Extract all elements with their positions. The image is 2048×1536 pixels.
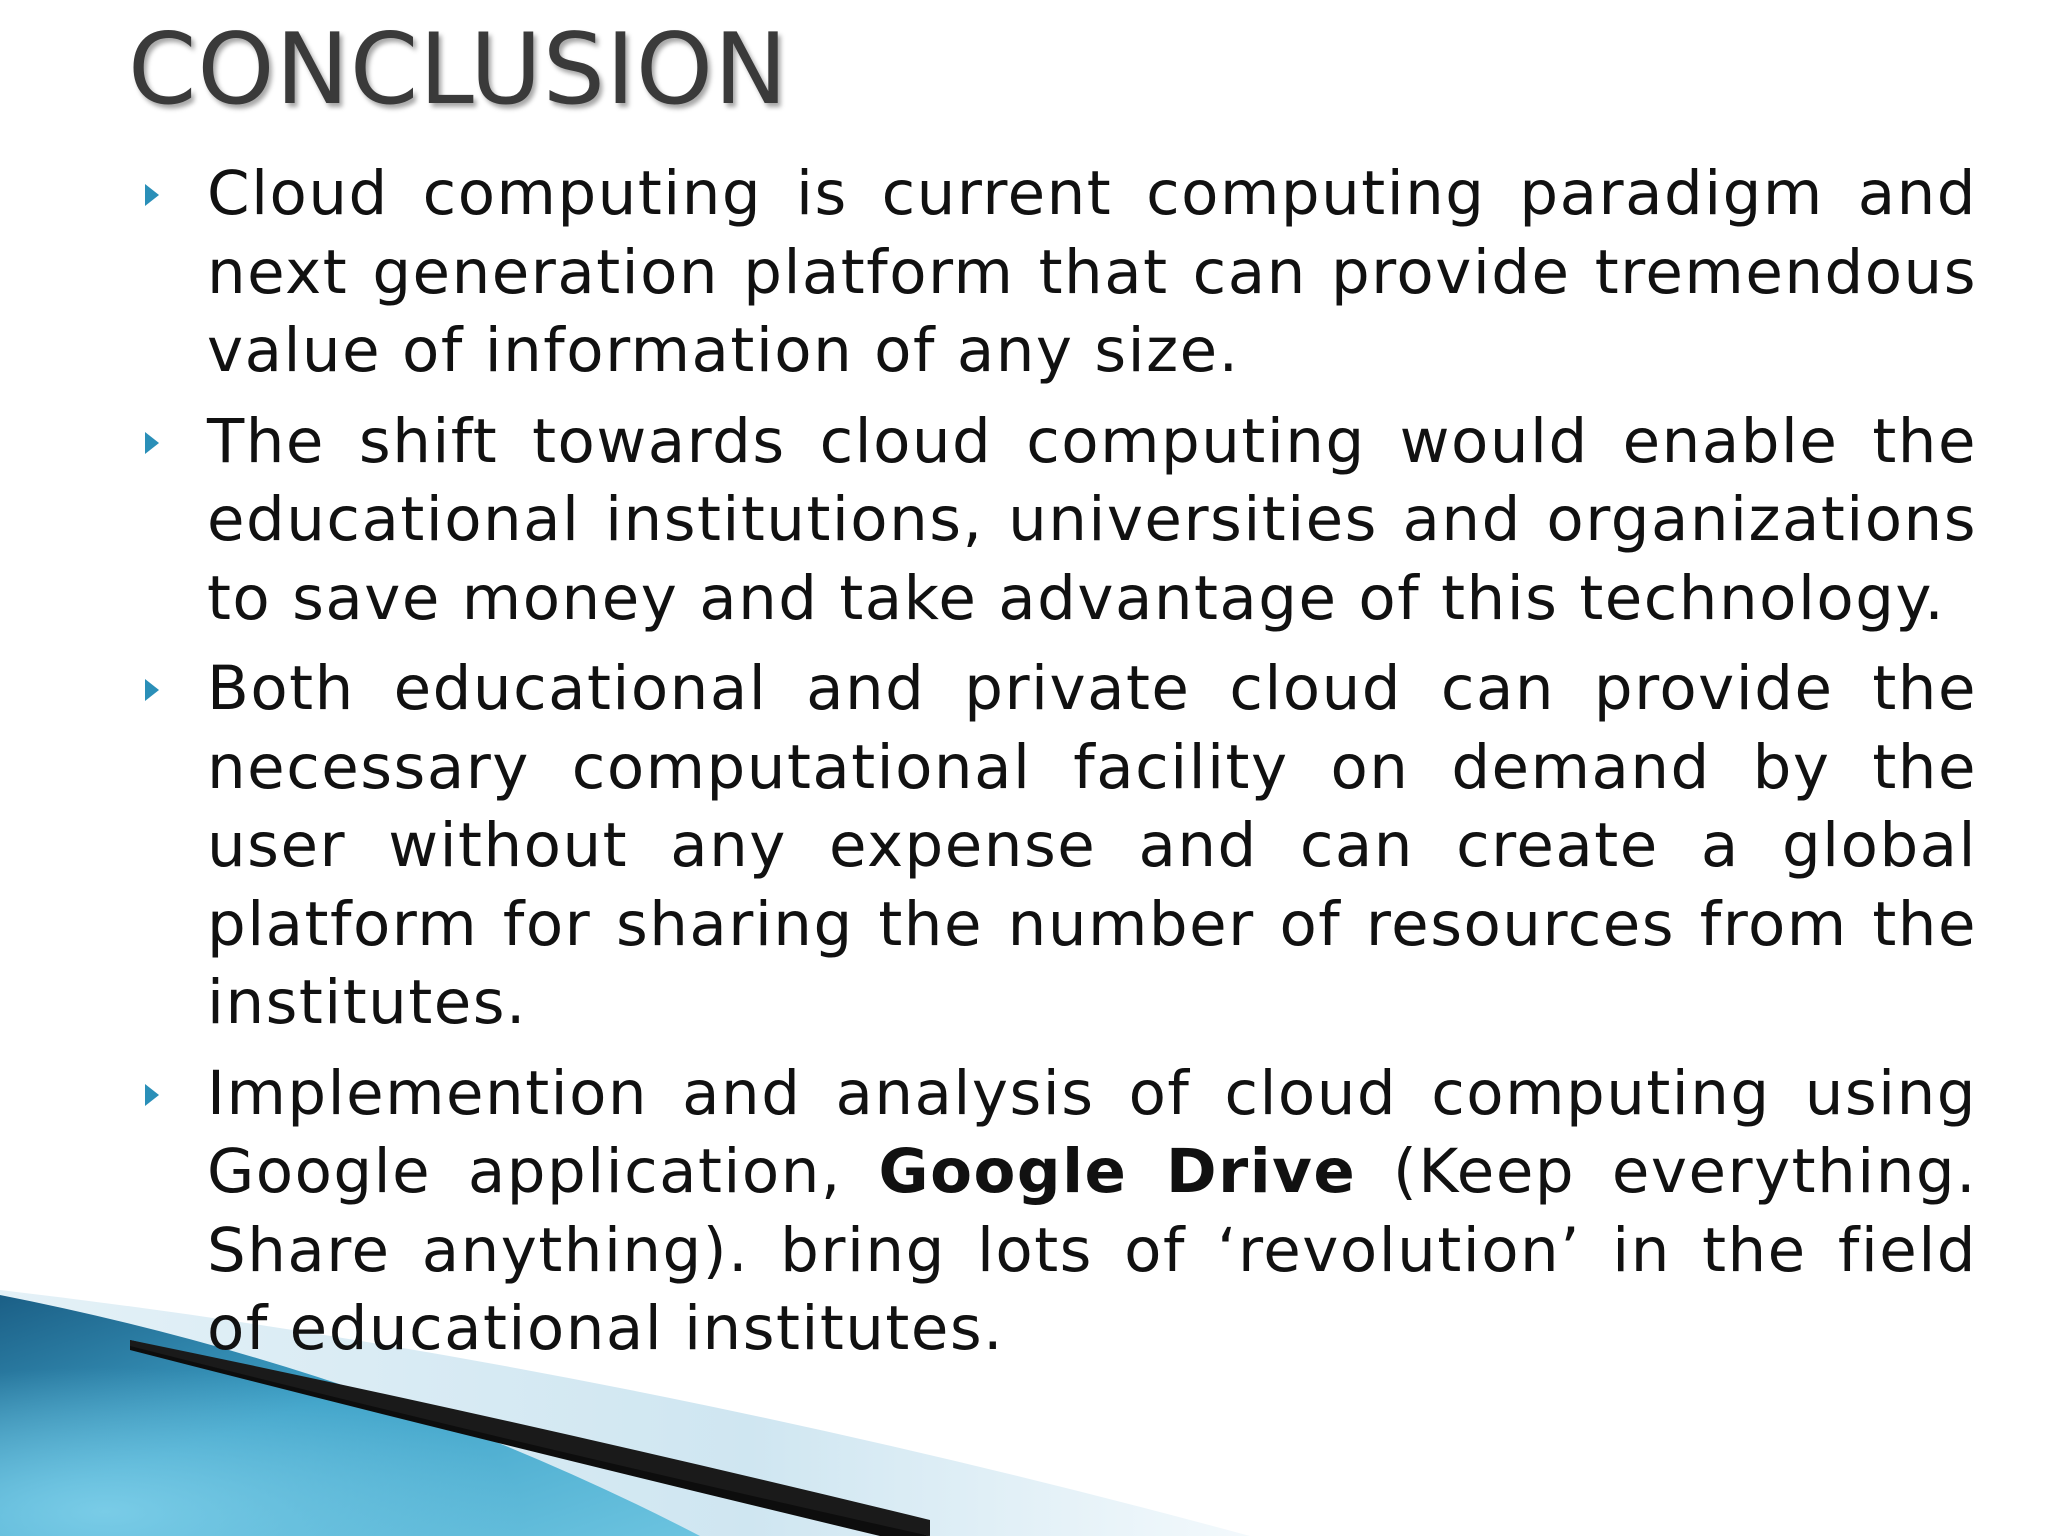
bullet-list [207, 155, 1977, 1381]
bullet-text: The shift towards cloud computing would enable the educational institutions, universities and organizations to save money and take advantage of this technology. [207, 405, 1977, 634]
bullet-item [207, 403, 1977, 639]
bullet-text-before: Implemention and analysis of cloud computing using Google application, [207, 1057, 1977, 1207]
bullet-item [207, 650, 1977, 1043]
triangle-right-icon [145, 432, 159, 454]
triangle-right-icon [145, 1084, 159, 1106]
triangle-right-icon [145, 184, 159, 206]
slide-title: CONCLUSION [128, 13, 789, 127]
bullet-item [207, 155, 1977, 391]
bullet-text: Cloud computing is current computing paradigm and next generation platform that can provide tremendous value of information of any size. [207, 158, 1977, 386]
bullet-text: Both educational and private cloud can provide the necessary computational facility on demand by the user without any expense and can create a global platform for sharing the number of resources from the institutes. [207, 653, 1977, 1038]
triangle-right-icon [145, 679, 159, 701]
google-drive-emphasis: Google Drive [878, 1136, 1357, 1207]
bullet-text-after: (Keep everything. Share anything). bring lots of ‘revolution’ in the field of educational institutes. [207, 1136, 1977, 1364]
bullet-item [207, 1055, 1977, 1369]
